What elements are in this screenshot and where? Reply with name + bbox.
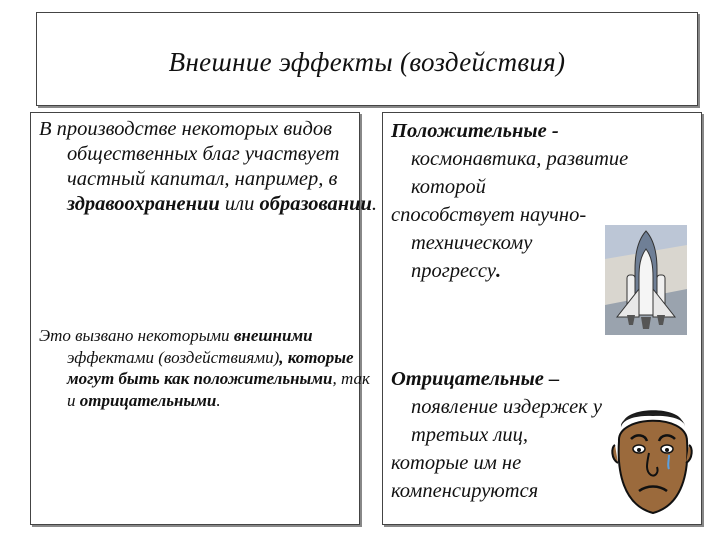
negative-line-3: которые им не <box>391 452 522 474</box>
negative-heading: Отрицательные – <box>391 368 560 390</box>
positive-line-3: способствует научно- <box>391 204 587 226</box>
negative-line-1: появление издержек у <box>411 396 602 418</box>
right-panel <box>382 112 702 525</box>
sad-man-face-illustration <box>609 401 695 517</box>
left-p1-text-c: или <box>219 193 260 215</box>
positive-line-1: космонавтика, развитие <box>411 148 629 170</box>
positive-line-5: прогрессу <box>411 260 496 282</box>
left-p1-text-a: В производстве некоторых видов общественных благ участвует частный капитал, например, в <box>39 118 340 190</box>
left-p1-bold-health: здравоохранении <box>67 193 220 215</box>
left-p2-text-c: эффектами (воздействиями) <box>67 347 280 367</box>
positive-line-2: которой <box>411 176 486 198</box>
left-p1-text-d: . <box>371 193 378 215</box>
slide-title: Внешние эффекты (воздействия) <box>168 47 566 77</box>
left-paragraph-2 <box>39 325 377 411</box>
negative-line-2: третьих лиц, <box>411 424 529 446</box>
left-p2-text-e: , так и <box>67 369 370 410</box>
positive-heading: Положительные - <box>391 120 559 142</box>
title-box <box>36 12 698 106</box>
left-panel <box>30 112 378 525</box>
space-shuttle-illustration <box>605 225 687 335</box>
left-p2-text-a: Это вызвано некоторыми <box>39 326 234 345</box>
left-paragraph-1 <box>39 117 385 217</box>
left-p2-bold-external: внешними <box>233 326 313 345</box>
left-p2-text-d: , которые могут быть как <box>67 347 354 388</box>
negative-line-4: компенсируются <box>391 480 539 502</box>
left-p2-bold-positive: положительными <box>193 369 333 388</box>
left-p2-bold-negative: отрицательными <box>79 390 217 410</box>
positive-line-5-end: . <box>495 260 502 282</box>
positive-line-4: техническому <box>411 232 533 254</box>
left-p1-bold-education: образовании <box>259 193 372 215</box>
left-p2-text-f: . <box>216 390 221 410</box>
